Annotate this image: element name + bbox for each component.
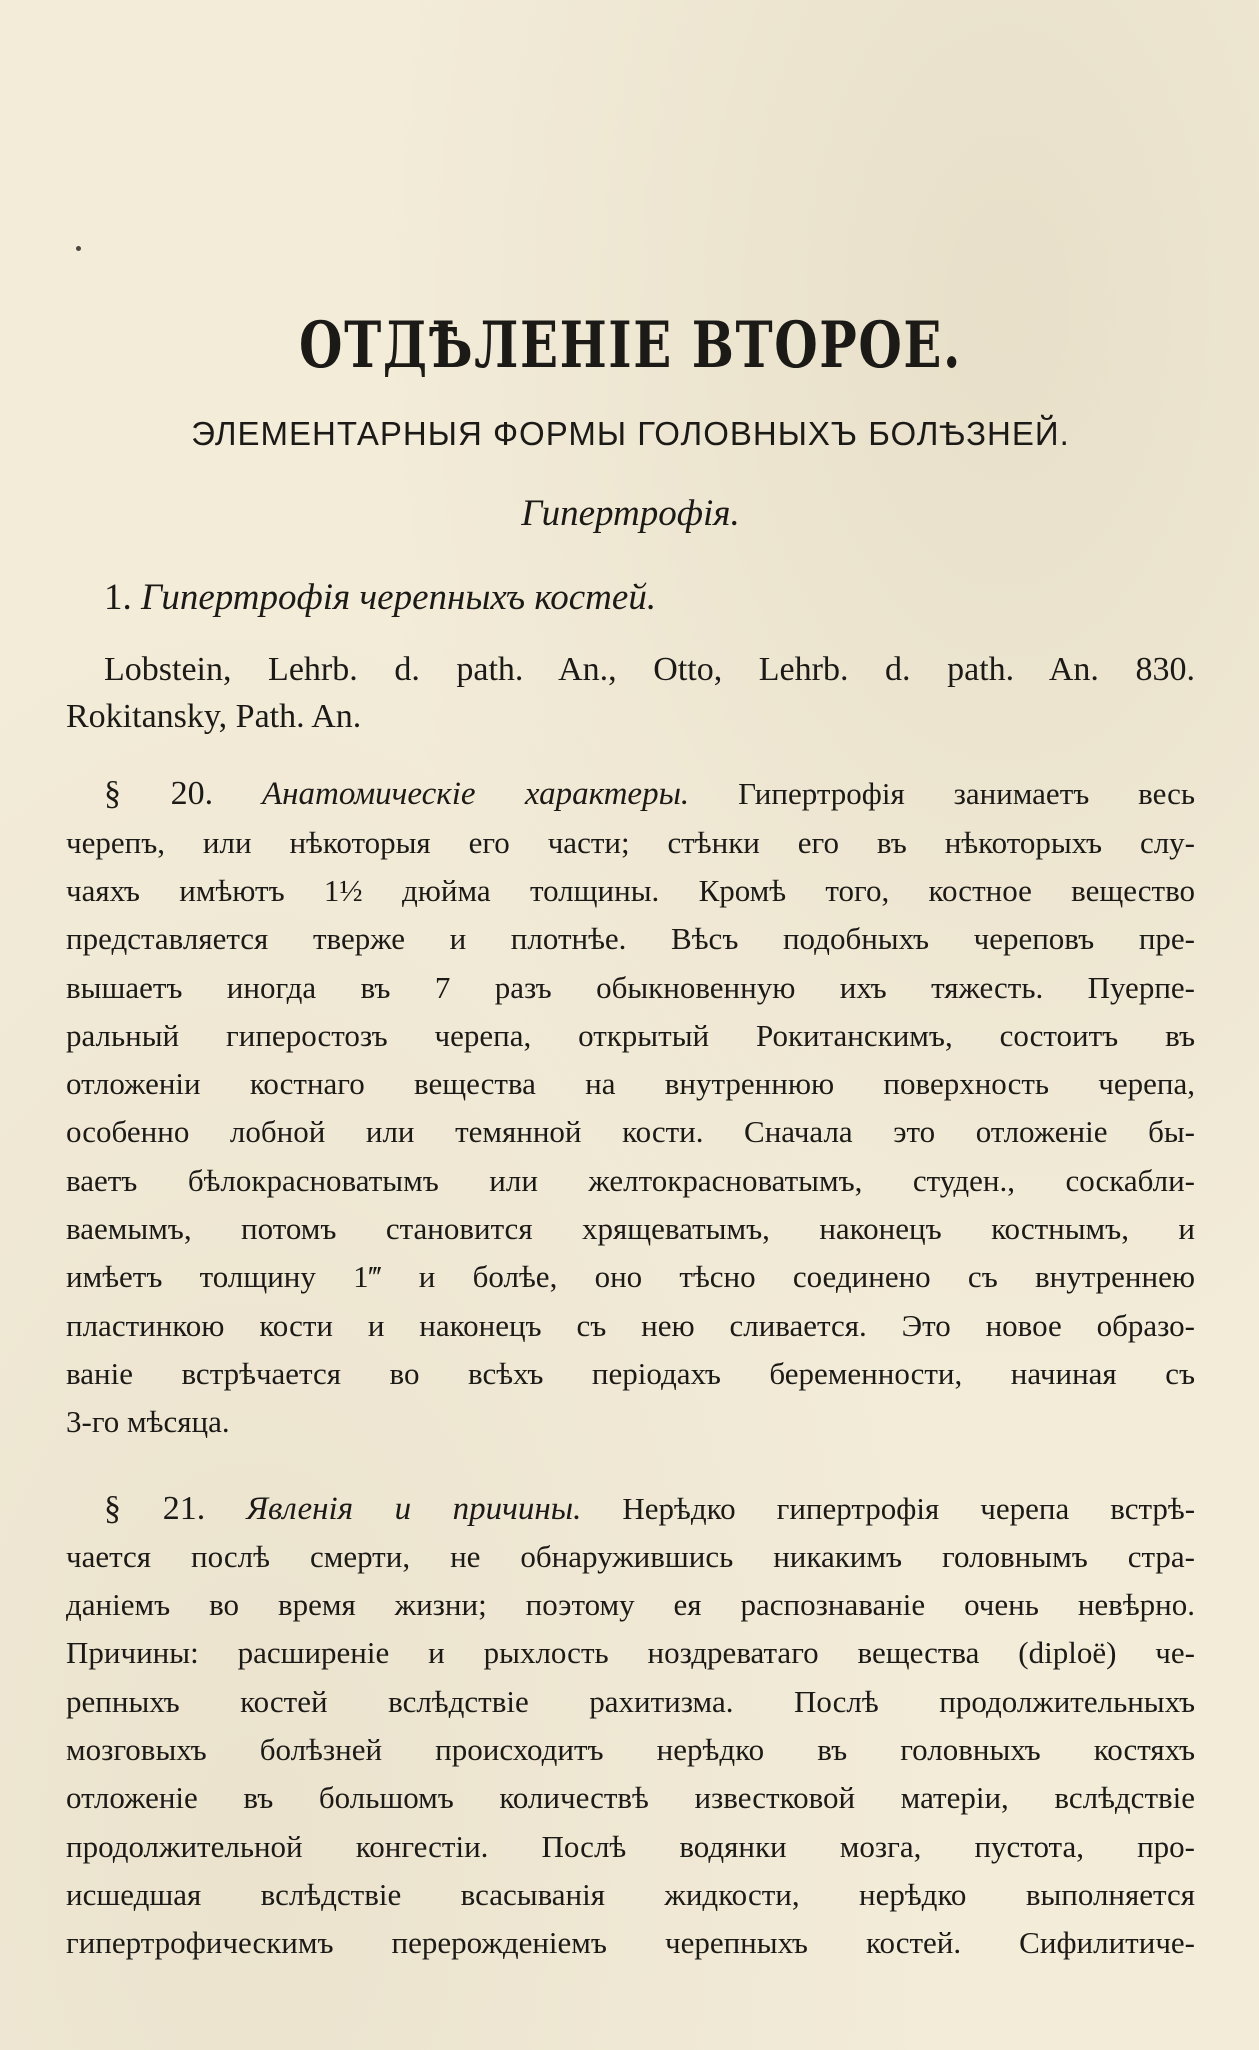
references — [66, 646, 1195, 740]
paragraph-20 — [66, 770, 1195, 1446]
paragraph-line: репныхъ костей вслѣдствіе рахитизма. Послѣ продолжительныхъ — [66, 1683, 1195, 1719]
paragraph-line: представляется тверже и плотнѣе. Вѣсъ подобныхъ череповъ пре- — [66, 921, 1195, 957]
paragraph-heading: Анатомическіе характеры. — [262, 776, 690, 813]
paragraph-line: отложеніи костнаго вещества на внутреннюю поверхность черепа, — [66, 1066, 1195, 1102]
paragraph-line: гипертрофическимъ перерожденіемъ черепныхъ костей. Сифилитиче- — [66, 1925, 1195, 1961]
paragraph-line: ваемымъ, потомъ становится хрящеватымъ, наконецъ костнымъ, и — [66, 1211, 1195, 1247]
paragraph-line: ваніе встрѣчается во всѣхъ періодахъ беременности, начиная съ — [66, 1355, 1195, 1391]
reference-line-2: Rokitansky, Path. An. — [66, 698, 362, 736]
paragraph-line: § 21. Явленія и причины. Нерѣдко гипертрофія черепа встрѣ- — [104, 1489, 1196, 1527]
paragraph-line: исшедшая вслѣдствіе всасыванія жидкости, нерѣдко выполняется — [66, 1876, 1195, 1912]
paragraph-line: 3-го мѣсяца. — [66, 1404, 230, 1440]
paragraph-line: отложеніе въ большомъ количествѣ известковой матеріи, вслѣдствіе — [66, 1780, 1195, 1816]
paragraph-21 — [66, 1485, 1195, 1968]
paragraph-line: имѣетъ толщину 1‴ и болѣе, оно тѣсно соединено съ внутреннею — [66, 1259, 1195, 1295]
reference-line-1: Lobstein, Lehrb. d. path. An., Otto, Lehrb. d. path. An. 830. — [104, 651, 1195, 689]
paragraph-line: чается послѣ смерти, не обнаружившись никакимъ головнымъ стра- — [66, 1538, 1195, 1574]
section-title: Гипертрофія. — [521, 492, 740, 534]
paragraph-line: ральный гиперостозъ черепа, открытый Рокитанскимъ, состоитъ въ — [66, 1017, 1195, 1053]
chapter-title: ОТДѢЛЕНІЕ ВТОРОЕ. — [299, 308, 962, 383]
paragraph-line: Причины: расширеніе и рыхлость ноздреватаго вещества (diploë) че- — [66, 1635, 1195, 1671]
paragraph-line: § 20. Анатомическіе характеры. Гипертрофія занимаетъ весь — [104, 775, 1196, 813]
item-number: 1. — [104, 576, 132, 618]
paragraph-heading: Явленія и причины. — [246, 1490, 582, 1527]
paragraph-line: продолжительной конгестіи. Послѣ водянки мозга, пустота, про- — [66, 1828, 1195, 1864]
paragraph-number: § 20. — [104, 775, 214, 813]
paragraph-number: § 21. — [104, 1489, 206, 1527]
paragraph-line: ваетъ бѣлокрасноватымъ или желтокрасноватымъ, студен., соскабли- — [66, 1162, 1195, 1198]
chapter-subtitle: ЭЛЕМЕНТАРНЫЯ ФОРМЫ ГОЛОВНЫХЪ БОЛѢЗНЕЙ. — [191, 415, 1070, 452]
paragraph-line: вышаетъ иногда въ 7 разъ обыкновенную ихъ тяжесть. Пуерпе- — [66, 969, 1195, 1005]
paragraph-line: особенно лобной или темянной кости. Сначала это отложеніе бы- — [66, 1114, 1195, 1150]
item-heading — [104, 576, 1195, 620]
paragraph-line: даніемъ во время жизни; поэтому ея распознаваніе очень невѣрно. — [66, 1587, 1195, 1623]
paragraph-line: чаяхъ имѣютъ 1½ дюйма толщины. Кромѣ того, костное вещество — [66, 872, 1195, 908]
ink-speck — [76, 246, 81, 251]
paragraph-line: черепъ, или нѣкоторыя его части; стѣнки его въ нѣкоторыхъ слу- — [66, 824, 1195, 860]
paragraph-line: пластинкою кости и наконецъ съ нею сливается. Это новое образо- — [66, 1307, 1195, 1343]
paragraph-line: мозговыхъ болѣзней происходитъ нерѣдко въ головныхъ костяхъ — [66, 1732, 1195, 1768]
item-title: Гипертрофія черепныхъ костей. — [141, 576, 657, 618]
